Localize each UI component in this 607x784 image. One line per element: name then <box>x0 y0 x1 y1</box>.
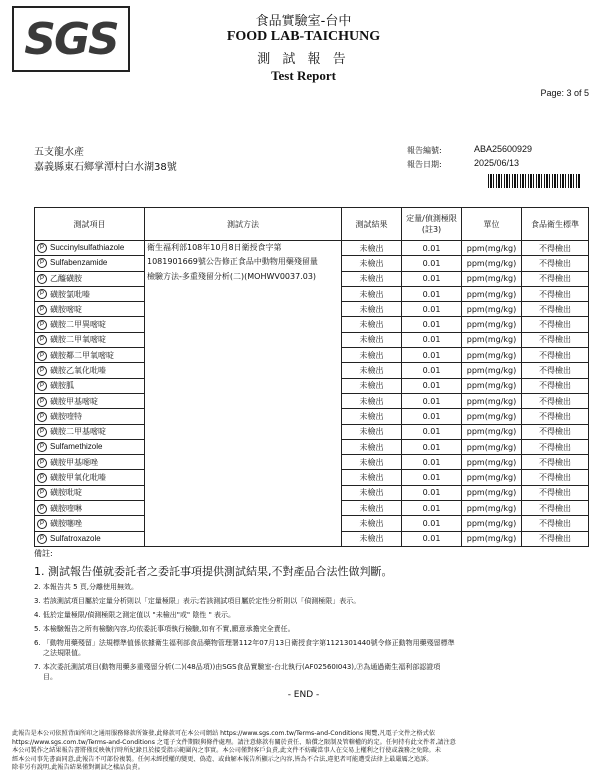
hygiene-standard: 不得檢出 <box>522 286 589 301</box>
detection-limit: 0.01 <box>402 302 462 317</box>
detection-limit: 0.01 <box>402 378 462 393</box>
test-item-name: Sulfabenzamide <box>50 258 108 268</box>
test-item <box>35 241 145 256</box>
test-result: 未檢出 <box>342 424 402 439</box>
accredited-mark-icon: P <box>37 427 47 437</box>
test-item <box>35 470 145 485</box>
detection-limit: 0.01 <box>402 348 462 363</box>
test-item-name: 磺胺鄰二甲氧嘧啶 <box>50 350 114 360</box>
lab-name-cn: 食品實驗室-台中 <box>255 14 352 29</box>
col-header-limit: 定量/偵測極限(註3) <box>402 208 462 241</box>
unit: ppm(mg/kg) <box>462 455 522 470</box>
unit: ppm(mg/kg) <box>462 256 522 271</box>
test-result: 未檢出 <box>342 470 402 485</box>
hygiene-standard: 不得檢出 <box>522 256 589 271</box>
test-method <box>145 241 342 547</box>
test-item-name: 磺胺喹啉 <box>50 503 82 513</box>
test-result: 未檢出 <box>342 393 402 408</box>
unit: ppm(mg/kg) <box>462 485 522 500</box>
accredited-mark-icon: P <box>37 488 47 498</box>
report-title-en: Test Report <box>271 68 336 83</box>
hygiene-standard: 不得檢出 <box>522 363 589 378</box>
test-item <box>35 424 145 439</box>
col-header-standard: 食品衛生標準 <box>522 208 589 241</box>
test-result: 未檢出 <box>342 501 402 516</box>
test-item <box>35 317 145 332</box>
hygiene-standard: 不得檢出 <box>522 241 589 256</box>
unit: ppm(mg/kg) <box>462 286 522 301</box>
accredited-mark-icon: P <box>37 442 47 452</box>
test-item-name: Sulfamethizole <box>50 442 103 452</box>
accredited-mark-icon: P <box>37 289 47 299</box>
test-item-name: 磺胺二甲氧嘧啶 <box>50 335 106 345</box>
accredited-mark-icon: P <box>37 381 47 391</box>
hygiene-standard: 不得檢出 <box>522 424 589 439</box>
table-row <box>35 241 589 256</box>
footer-line: 此報告是本公司依照背面所印之通用服務條款所簽發,此條款可在本公司網站 https://www.sgs.com.tw/Terms-and-Conditions 閱覽,凡電子文件之格式依 <box>12 730 436 737</box>
accredited-mark-icon: P <box>37 335 47 345</box>
hygiene-standard: 不得檢出 <box>522 409 589 424</box>
footer-line: 經本公司事先書面同意,此報告不可部份複製。任何未經授權的變更、偽造、或曲解本報告所顯示之內容,皆為不合法,違犯者可能遭受法律上最嚴厲之追訴。 <box>12 755 433 763</box>
detection-limit: 0.01 <box>402 470 462 485</box>
accredited-mark-icon: P <box>37 473 47 483</box>
test-item-name: 磺胺二甲基嘧啶 <box>50 427 106 437</box>
detection-limit: 0.01 <box>402 501 462 516</box>
accredited-mark-icon: P <box>37 519 47 529</box>
test-item <box>35 332 145 347</box>
footer-line: 本公司製作之結果報告書將僅反映執行時所紀錄且於接受指示範圍內之事實。本公司僅對客戶負責,此文件不妨礙當事人在交易上權利之行使或義務之免除。未 <box>12 747 441 754</box>
method-line: 檢驗方法-多重殘留分析(二)(MOHWV0037.03) <box>147 271 317 281</box>
test-item-name: 磺胺甲氧化吡嗪 <box>50 473 106 483</box>
test-item-name: 磺胺胍 <box>50 381 74 391</box>
test-item-name: 磺胺喹特 <box>50 411 82 421</box>
test-item-name: 乙醯磺胺 <box>50 274 82 284</box>
detection-limit: 0.01 <box>402 393 462 408</box>
unit: ppm(mg/kg) <box>462 332 522 347</box>
report-no-label: 報告編號: <box>407 146 442 155</box>
hygiene-standard: 不得檢出 <box>522 317 589 332</box>
report-date: 2025/06/13 <box>474 158 520 168</box>
test-result: 未檢出 <box>342 378 402 393</box>
accredited-mark-icon: P <box>37 274 47 284</box>
test-result: 未檢出 <box>342 332 402 347</box>
test-item <box>35 286 145 301</box>
test-result: 未檢出 <box>342 363 402 378</box>
note-5: 5. 本檢驗報告之所有檢驗內容,均依委託事項執行檢驗,如有不實,願意承擔完全責任。 <box>34 625 295 633</box>
unit: ppm(mg/kg) <box>462 393 522 408</box>
accredited-mark-icon: P <box>37 258 47 268</box>
test-result: 未檢出 <box>342 256 402 271</box>
accredited-mark-icon: P <box>37 504 47 514</box>
accredited-mark-icon: P <box>37 305 47 315</box>
unit: ppm(mg/kg) <box>462 409 522 424</box>
unit: ppm(mg/kg) <box>462 424 522 439</box>
test-item-name: 磺胺氯吡嗪 <box>50 289 90 299</box>
hygiene-standard: 不得檢出 <box>522 516 589 531</box>
method-line: 1081901669號公告修正食品中動物用藥殘留量 <box>147 257 318 267</box>
unit: ppm(mg/kg) <box>462 439 522 454</box>
detection-limit: 0.01 <box>402 531 462 546</box>
report-date-label: 報告日期: <box>407 160 442 169</box>
test-result: 未檢出 <box>342 531 402 546</box>
test-result: 未檢出 <box>342 516 402 531</box>
detection-limit: 0.01 <box>402 516 462 531</box>
test-result: 未檢出 <box>342 455 402 470</box>
table-header-row <box>35 208 589 241</box>
footer-line: 除非另有說明,此報告結果僅對測試之樣品負責。 <box>12 764 144 771</box>
note-6-cont: 之法規限值。 <box>43 649 85 657</box>
hygiene-standard: 不得檢出 <box>522 485 589 500</box>
test-item <box>35 302 145 317</box>
detection-limit: 0.01 <box>402 455 462 470</box>
hygiene-standard: 不得檢出 <box>522 393 589 408</box>
test-item-name: Succinylsulfathiazole <box>50 243 125 253</box>
detection-limit: 0.01 <box>402 424 462 439</box>
accredited-mark-icon: P <box>37 243 47 253</box>
client-address: 嘉義縣東石鄉掌潭村白水湖38號 <box>34 162 177 173</box>
unit: ppm(mg/kg) <box>462 241 522 256</box>
detection-limit: 0.01 <box>402 317 462 332</box>
results-table <box>34 207 589 547</box>
method-line: 衛生福利部108年10月8日衛授食字第 <box>147 243 282 252</box>
accredited-mark-icon: P <box>37 320 47 330</box>
footer-disclaimer <box>12 730 596 773</box>
unit: ppm(mg/kg) <box>462 317 522 332</box>
detection-limit: 0.01 <box>402 439 462 454</box>
unit: ppm(mg/kg) <box>462 378 522 393</box>
note-7: 7. 本次委託測試項目(動物用藥多重殘留分析(二)(48品項))由SGS食品實驗室-台北執行(AF02560I043),Ⓟ為通過衛生福利部認證項 <box>34 663 441 671</box>
unit: ppm(mg/kg) <box>462 348 522 363</box>
test-item <box>35 271 145 286</box>
report-no: ABA25600929 <box>474 144 533 154</box>
detection-limit: 0.01 <box>402 271 462 286</box>
notes-section <box>34 548 594 686</box>
hygiene-standard: 不得檢出 <box>522 501 589 516</box>
test-item <box>35 363 145 378</box>
test-item <box>35 531 145 546</box>
test-item <box>35 256 145 271</box>
detection-limit: 0.01 <box>402 241 462 256</box>
detection-limit: 0.01 <box>402 286 462 301</box>
hygiene-standard: 不得檢出 <box>522 531 589 546</box>
test-result: 未檢出 <box>342 286 402 301</box>
accredited-mark-icon: P <box>37 458 47 468</box>
notes-label: 備註: <box>34 549 53 558</box>
detection-limit: 0.01 <box>402 256 462 271</box>
hygiene-standard: 不得檢出 <box>522 378 589 393</box>
test-item-name: 磺胺嘧啶 <box>50 304 82 314</box>
test-item <box>35 348 145 363</box>
unit: ppm(mg/kg) <box>462 516 522 531</box>
hygiene-standard: 不得檢出 <box>522 455 589 470</box>
hygiene-standard: 不得檢出 <box>522 439 589 454</box>
col-header-method: 測試方法 <box>145 208 342 241</box>
test-item <box>35 501 145 516</box>
test-item <box>35 455 145 470</box>
hygiene-standard: 不得檢出 <box>522 302 589 317</box>
accredited-mark-icon: P <box>37 412 47 422</box>
test-item <box>35 439 145 454</box>
test-item <box>35 485 145 500</box>
test-item-name: 磺胺甲基嘧啶 <box>50 396 98 406</box>
end-marker: - END - <box>287 690 320 700</box>
col-header-item: 測試項目 <box>35 208 145 241</box>
detection-limit: 0.01 <box>402 363 462 378</box>
page-number: Page: 3 of 5 <box>540 88 589 98</box>
hygiene-standard: 不得檢出 <box>522 470 589 485</box>
test-result: 未檢出 <box>342 348 402 363</box>
barcode <box>488 174 580 188</box>
unit: ppm(mg/kg) <box>462 531 522 546</box>
note-4: 4. 低於定量極限/偵測極限之測定值以 "未檢出"或" 陰性 " 表示。 <box>34 611 236 619</box>
detection-limit: 0.01 <box>402 485 462 500</box>
unit: ppm(mg/kg) <box>462 501 522 516</box>
unit: ppm(mg/kg) <box>462 470 522 485</box>
hygiene-standard: 不得檢出 <box>522 348 589 363</box>
lab-name-en: FOOD LAB-TAICHUNG <box>226 29 381 44</box>
test-item-name: 磺胺乙氧化吡嗪 <box>50 366 106 376</box>
unit: ppm(mg/kg) <box>462 271 522 286</box>
test-result: 未檢出 <box>342 271 402 286</box>
note-6: 6. 「動物用藥殘留」法規標準值係依據衛生福利部食品藥物管理署112年07月13日衛授食字第1121301440號令修正動物用藥殘留標準 <box>34 639 455 647</box>
test-result: 未檢出 <box>342 317 402 332</box>
note-7-cont: 目。 <box>43 673 57 681</box>
test-result: 未檢出 <box>342 485 402 500</box>
test-result: 未檢出 <box>342 302 402 317</box>
unit: ppm(mg/kg) <box>462 363 522 378</box>
test-item <box>35 393 145 408</box>
unit: ppm(mg/kg) <box>462 302 522 317</box>
test-item-name: Sulfatroxazole <box>50 533 101 543</box>
accredited-mark-icon: P <box>37 366 47 376</box>
detection-limit: 0.01 <box>402 332 462 347</box>
test-item <box>35 409 145 424</box>
test-item <box>35 516 145 531</box>
test-result: 未檢出 <box>342 409 402 424</box>
test-item-name: 磺胺甲基噁唑 <box>50 457 98 467</box>
client-name: 五支龍水產 <box>34 147 84 158</box>
note-1: 1. 測試報告僅就委託者之委託事項提供測試結果,不對產品合法性做判斷。 <box>34 565 393 578</box>
col-header-result: 測試結果 <box>342 208 402 241</box>
report-title-cn: 測 試 報 告 <box>257 52 350 67</box>
test-item-name: 磺胺噻唑 <box>50 518 82 528</box>
col-header-unit: 單位 <box>462 208 522 241</box>
accredited-mark-icon: P <box>37 397 47 407</box>
hygiene-standard: 不得檢出 <box>522 332 589 347</box>
accredited-mark-icon: P <box>37 351 47 361</box>
note-2: 2. 本報告共 5 頁,分離使用無效。 <box>34 583 139 591</box>
test-result: 未檢出 <box>342 439 402 454</box>
test-result: 未檢出 <box>342 241 402 256</box>
accredited-mark-icon: P <box>37 534 47 544</box>
test-item <box>35 378 145 393</box>
test-item-name: 磺胺吡啶 <box>50 488 82 498</box>
hygiene-standard: 不得檢出 <box>522 271 589 286</box>
test-item-name: 磺胺二甲異嘧啶 <box>50 320 106 330</box>
footer-line: https://www.sgs.com.tw/Terms-and-Conditions 之電子文件期限與條件處理。請注意條款有關於責任、賠償之限制及管轄權的約定。任何持有此文件者,請注意 <box>12 738 456 746</box>
detection-limit: 0.01 <box>402 409 462 424</box>
note-3: 3. 若該測試項目屬於定量分析則以「定量極限」表示;若該測試項目屬於定性分析則以「偵測極限」表示。 <box>34 597 361 605</box>
logo-text: SGS <box>24 13 118 65</box>
